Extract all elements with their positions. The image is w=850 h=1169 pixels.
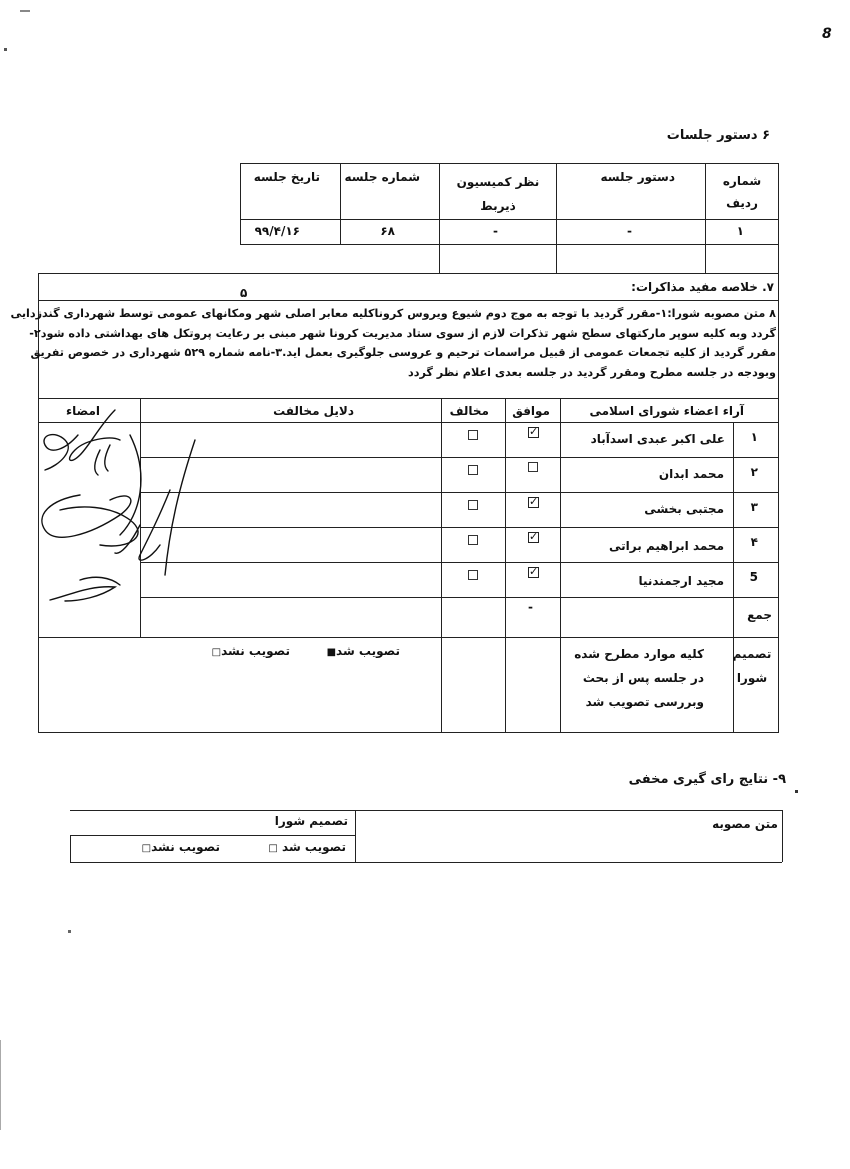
decision-text-line: در جلسه پس از بحث: [582, 671, 704, 685]
member-5-agree-checkbox[interactable]: ✓: [529, 565, 539, 578]
cell-commission: -: [493, 224, 498, 238]
header-reasons: دلایل مخالفت: [273, 404, 354, 418]
header-commission: نظر کمیسیون ذیربط: [456, 175, 540, 213]
section7-title: ۷. خلاصه مفید مذاکرات:: [631, 280, 774, 294]
scan-speck: [4, 48, 7, 51]
secret-text-label: متن مصوبه: [712, 817, 778, 831]
decision-not-approved-checkbox[interactable]: □: [211, 647, 222, 658]
section8-text: [10, 304, 776, 382]
header-agenda: دستور جلسه: [600, 170, 675, 184]
member-1-agree-checkbox[interactable]: ✓: [529, 425, 539, 438]
decision-text: [554, 642, 704, 714]
total-label: جمع: [747, 608, 772, 622]
secret-not-approved-option[interactable]: [142, 840, 220, 854]
header-members: آراء اعضاء شورای اسلامی: [589, 404, 744, 418]
signatures-image: [20, 405, 220, 615]
cell-agenda: -: [627, 224, 632, 238]
secret-not-approved-checkbox[interactable]: □: [141, 843, 152, 854]
member-name: علی اکبر عبدی اسدآباد: [590, 432, 725, 446]
member-2-disagree-checkbox[interactable]: [468, 465, 478, 475]
secret-approved-label: تصویب شد: [282, 840, 346, 854]
member-number: ۲: [750, 465, 758, 479]
header-disagree: مخالف: [449, 404, 489, 418]
decision-approved-label: تصویب شد: [336, 644, 400, 658]
decision-text-line: وبررسی تصویب شد: [585, 695, 704, 709]
cell-session-date: ۹۹/۴/۱۶: [254, 224, 300, 238]
member-3-agree-checkbox[interactable]: ✓: [529, 495, 539, 508]
header-session-number: شماره جلسه: [344, 170, 420, 184]
member-name: محمد ابراهیم براتی: [609, 539, 724, 553]
decision-approved-checkbox[interactable]: ■: [326, 647, 337, 658]
section6-title: ۶ دستور جلسات: [666, 128, 770, 143]
member-name: مجید ارجمندنیا: [638, 574, 724, 588]
member-5-disagree-checkbox[interactable]: [468, 570, 478, 580]
resolution-line: وبودجه در جلسه مطرح ومقرر گردید در جلسه بعدی اعلام نظر گردد: [407, 365, 776, 379]
member-number: ۳: [750, 500, 758, 514]
decision-text-line: کلیه موارد مطرح شده: [574, 647, 704, 661]
member-number: 5: [749, 570, 758, 584]
header-agree: موافق: [512, 404, 550, 418]
cell-row-number: ۱: [736, 224, 744, 238]
member-name: محمد ابدان: [658, 467, 724, 481]
page-mark: 8: [822, 26, 832, 42]
member-number: ۱: [750, 430, 758, 444]
member-2-agree-checkbox[interactable]: [528, 462, 538, 472]
scan-speck: [795, 790, 798, 793]
header-signature: امضاء: [65, 404, 100, 418]
member-name: مجتبی بخشی: [644, 502, 724, 516]
cell-session-number: ۶۸: [380, 224, 395, 238]
member-3-disagree-checkbox[interactable]: [468, 500, 478, 510]
resolution-line: گردد وبه کلیه سوپر مارکتهای سطح شهر تذکرات لازم از سوی ستاد مدیریت کرونا شهر مبنی بر رعایت پروتکل های بهداشتی داده شود۲-: [29, 326, 776, 340]
scan-speck: [0, 1040, 1, 1130]
secret-approved-checkbox[interactable]: □: [268, 843, 278, 854]
decision-not-approved-label: تصویب نشد: [221, 644, 290, 658]
decision-not-approved-option[interactable]: [212, 644, 290, 658]
decision-approved-option[interactable]: [327, 644, 400, 658]
member-4-disagree-checkbox[interactable]: [468, 535, 478, 545]
section7-mark: ۵: [240, 286, 248, 300]
decision-label: تصمیم شورا: [732, 647, 772, 685]
secret-decision-label: تصمیم شورا: [274, 814, 348, 828]
header-session-date: تاریخ جلسه: [253, 170, 320, 184]
section9-title: ۹- نتایج رای گیری مخفی: [628, 772, 786, 787]
member-4-agree-checkbox[interactable]: ✓: [529, 530, 539, 543]
secret-not-approved-label: تصویب نشد: [151, 840, 220, 854]
header-row-number: شماره ردیف: [722, 174, 762, 210]
scan-speck: [68, 930, 71, 933]
member-number: ۴: [750, 535, 758, 549]
resolution-line: ۸ متن مصوبه شورا:۱-مقرر گردید با توجه به موج دوم شیوع ویروس کروناکلیه معابر اصلی شهر ومکانهای عمومی توسط شهرداری گندزدایی: [10, 307, 776, 320]
secret-approved-option[interactable]: [268, 840, 346, 854]
resolution-line: مقرر گردید از کلیه تجمعات عمومی از قبیل مراسمات ترحیم و عروسی جلوگیری بعمل اید.۳-نامه شماره ۵۲۹ شهرداری در خصوص تفریق: [30, 346, 776, 359]
scan-speck: [20, 10, 30, 12]
member-1-disagree-checkbox[interactable]: [468, 430, 478, 440]
total-agree: -: [528, 600, 533, 614]
